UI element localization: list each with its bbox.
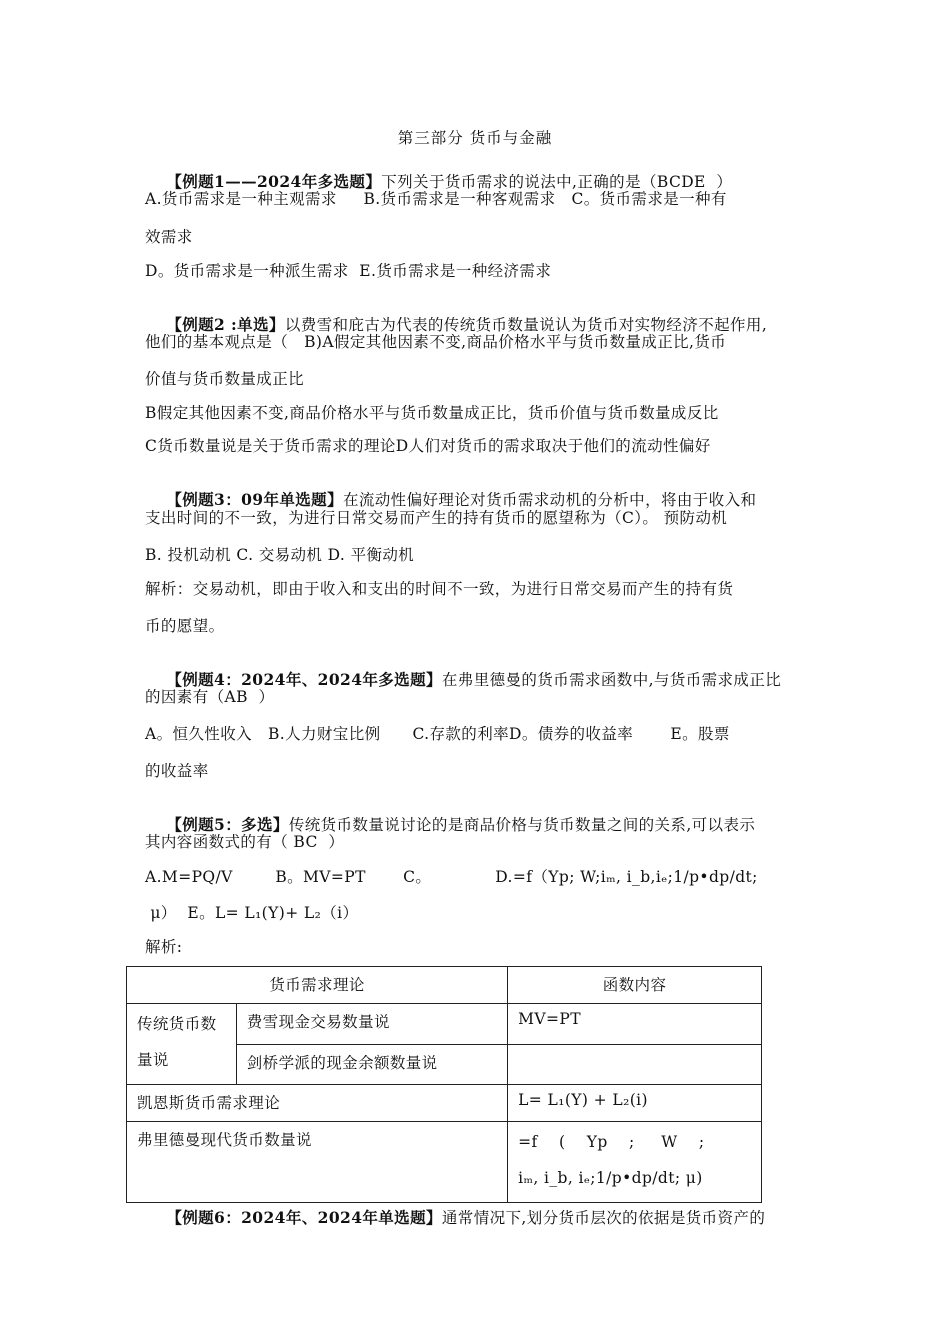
example-4-question: 在弗里德曼的货币需求函数中,与货币需求成正比 <box>441 671 782 689</box>
example-2-text-3: 价值与货币数量成正比 <box>145 370 305 388</box>
example-5-options-2: μ） E。L= L₁(Y)+ L₂（i） <box>145 904 359 922</box>
example-1-question: 下列关于货币需求的说法中,正确的是（BCDE ） <box>381 173 733 191</box>
example-1-heading: 【例题1——2024年多选题】 <box>166 172 382 191</box>
example-2-option-cd: C货币数量说是关于货币需求的理论D人们对货币的需求取决于他们的流动性偏好 <box>145 437 711 455</box>
row1-function: MV=PT <box>508 1004 762 1045</box>
table-row <box>127 1085 762 1122</box>
row3-theory: 凯恩斯货币需求理论 <box>127 1085 508 1122</box>
example-4-options-2: 的收益率 <box>145 762 209 780</box>
group-label-line-1: 传统货币数 <box>137 1015 217 1033</box>
table-row <box>127 1004 762 1045</box>
example-1-options-b: 效需求 <box>145 228 193 246</box>
example-3-question: 在流动性偏好理论对货币需求动机的分析中，将由于收入和 <box>342 491 757 509</box>
example-6-question: 通常情况下,划分货币层次的依据是货币资产的 <box>441 1209 766 1227</box>
example-3-options: B. 投机动机 C. 交易动机 D. 平衡动机 <box>145 546 415 564</box>
example-4-heading: 【例题4：2024年、2024年多选题】 <box>166 670 442 689</box>
example-4-text-2: 的因素有（AB ） <box>145 688 275 706</box>
example-2-heading: 【例题2 :单选】 <box>166 315 285 334</box>
header-function: 函数内容 <box>508 967 762 1004</box>
group-label-line-2: 量说 <box>137 1051 169 1069</box>
row2-function <box>508 1044 762 1085</box>
example-5-text-2: 其内容函数式的有（ BC ） <box>145 833 345 851</box>
row2-theory: 剑桥学派的现金余额数量说 <box>236 1044 507 1085</box>
example-5-options: A.M=PQ/V B。MV=PT C。 D.=f（Yp; W;iₘ, i_b,iₑ;1/p•dp/dt; <box>145 868 758 886</box>
example-1-options-c: D。货币需求是一种派生需求 E.货币需求是一种经济需求 <box>145 262 552 280</box>
table-header-row <box>127 967 762 1004</box>
example-5-analysis-label: 解析: <box>145 938 183 956</box>
section-title: 第三部分 货币与金融 <box>397 129 553 147</box>
example-3-text-2: 支出时间的不一致，为进行日常交易而产生的持有货币的愿望称为（C）。 预防动机 <box>145 509 728 527</box>
example-4-options: A。恒久性收入 B.人力财宝比例 C.存款的利率D。债券的收益率 E。股票 <box>145 725 730 743</box>
example-1-options-a: A.货币需求是一种主观需求 B.货币需求是一种客观需求 C。货币需求是一种有 <box>145 190 727 208</box>
money-demand-theory-table <box>126 966 762 1203</box>
example-3-analysis-2: 币的愿望。 <box>145 617 225 635</box>
row1-theory: 费雪现金交易数量说 <box>236 1004 507 1045</box>
row4-function-line-2: iₘ, i_b, iₑ;1/p•dp/dt; μ) <box>518 1169 703 1187</box>
traditional-theory-group-label <box>127 1004 237 1085</box>
row4-function-line-1: =f ( Yp ; W ; <box>518 1133 705 1151</box>
header-theory: 货币需求理论 <box>127 967 508 1004</box>
example-2-question: 以费雪和庇古为代表的传统货币数量说认为货币对实物经济不起作用, <box>284 316 768 334</box>
row4-theory: 弗里德曼现代货币数量说 <box>127 1122 508 1203</box>
example-3-heading: 【例题3：09年单选题】 <box>166 490 343 509</box>
example-6-heading: 【例题6：2024年、2024年单选题】 <box>166 1208 442 1227</box>
example-6-line <box>145 1188 825 1248</box>
example-5-question: 传统货币数量说讨论的是商品价格与货币数量之间的关系,可以表示 <box>288 816 756 834</box>
row3-function: L= L₁(Y) + L₂(i) <box>508 1085 762 1122</box>
example-5-heading: 【例题5：多选】 <box>166 815 289 834</box>
example-3-analysis: 解析：交易动机，即由于收入和支出的时间不一致，为进行日常交易而产生的持有货 <box>145 580 734 598</box>
example-2-text-2: 他们的基本观点是（ B)A假定其他因素不变,商品价格水平与货币数量成正比,货币 <box>145 333 727 351</box>
example-2-option-b: B假定其他因素不变,商品价格水平与货币数量成正比，货币价值与货币数量成反比 <box>145 404 719 422</box>
